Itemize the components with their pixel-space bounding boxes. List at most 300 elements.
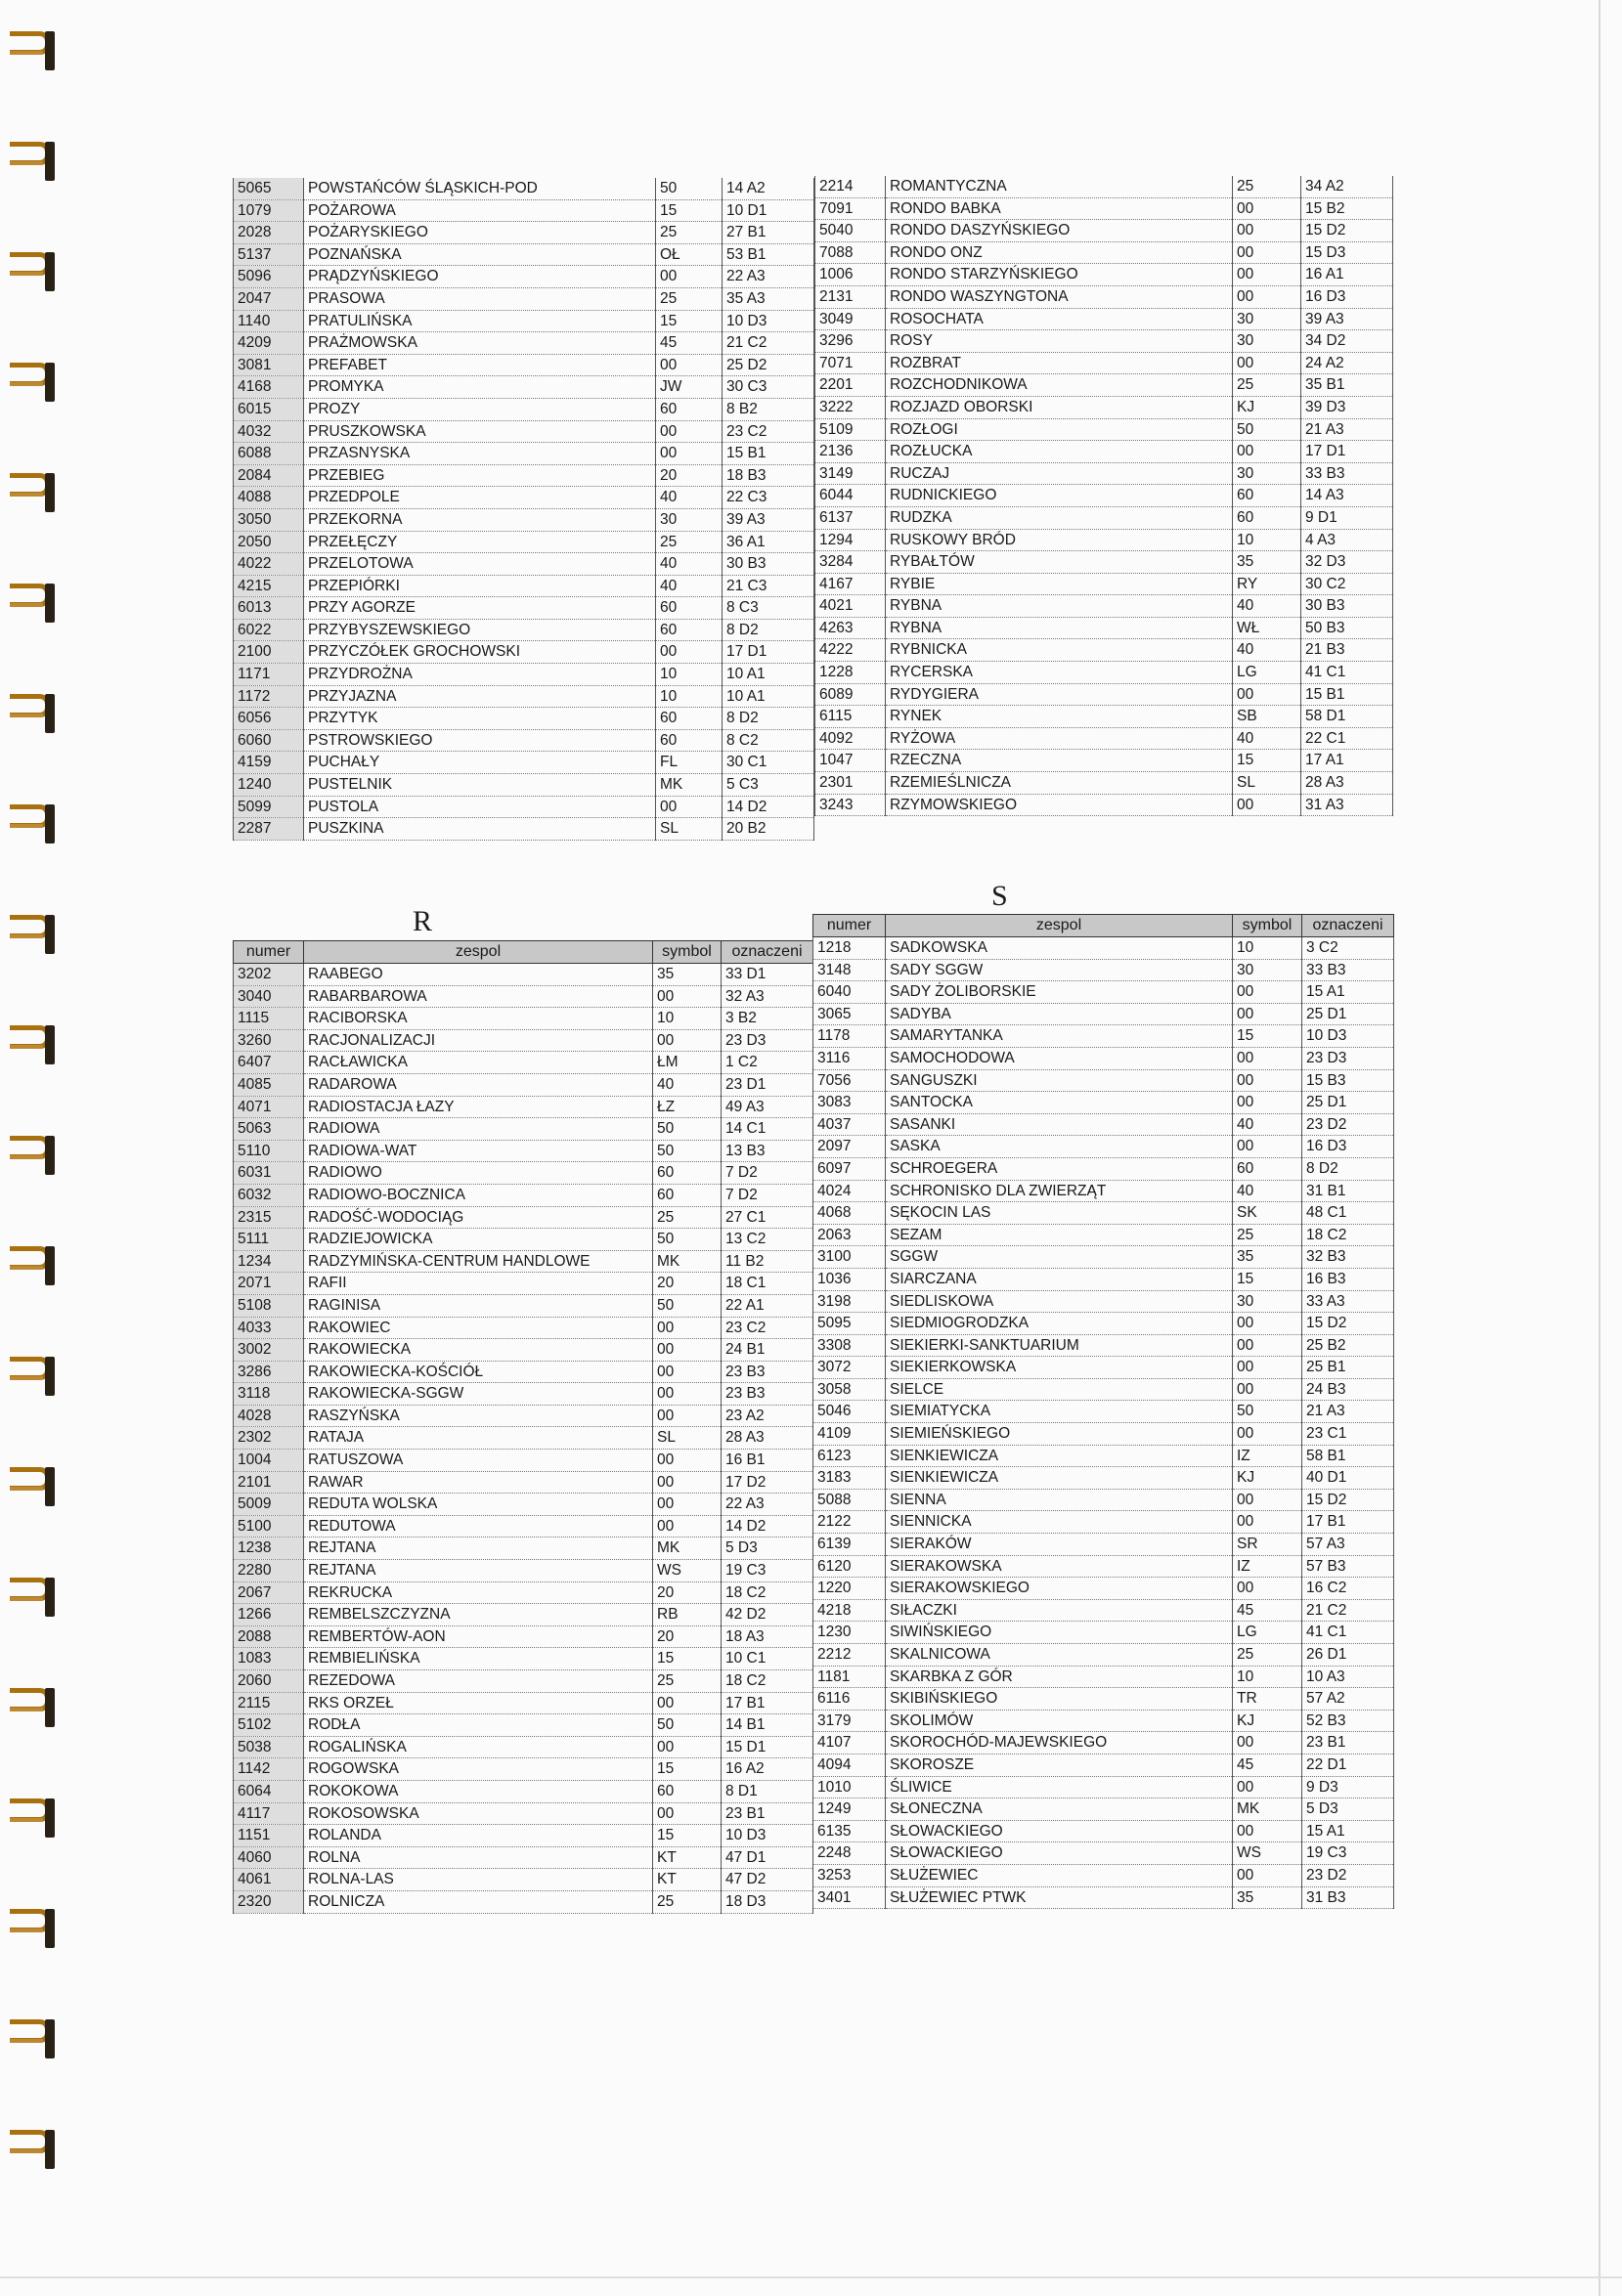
row-symbol: 15	[653, 1758, 722, 1781]
row-grid: 16 B3	[1302, 1268, 1394, 1290]
row-symbol: 00	[653, 1317, 722, 1339]
row-street: SIERAKOWSKIEGO	[886, 1578, 1233, 1600]
row-number: 2071	[234, 1273, 304, 1295]
row-symbol: 00	[656, 796, 723, 818]
table-row	[234, 964, 813, 986]
row-grid: 23 D3	[1302, 1047, 1394, 1069]
binding-ring	[10, 1122, 51, 1175]
row-street: PRZEKORNA	[304, 508, 656, 531]
table-row	[813, 1202, 1394, 1225]
row-number: 7088	[815, 241, 886, 264]
row-number: 5102	[234, 1714, 304, 1737]
row-symbol: LG	[1233, 1622, 1302, 1644]
row-grid: 20 B2	[723, 818, 814, 841]
row-street: SŁUŻEWIEC	[886, 1864, 1233, 1886]
row-street: ROZJAZD OBORSKI	[886, 396, 1233, 418]
row-street: PRZYBYSZEWSKIEGO	[304, 619, 656, 641]
table-row	[815, 662, 1393, 684]
table-row	[815, 573, 1393, 595]
table-row	[234, 1427, 813, 1450]
row-grid: 22 D1	[1302, 1754, 1394, 1776]
row-street: SIERAKOWSKA	[886, 1555, 1233, 1578]
table-row	[815, 220, 1393, 242]
row-symbol: 25	[1233, 1224, 1302, 1246]
table-row	[815, 374, 1393, 397]
row-grid: 16 A1	[1301, 264, 1393, 286]
table-row	[813, 1578, 1394, 1600]
table-row	[813, 1688, 1394, 1711]
row-street: PRAŻMOWSKA	[304, 332, 656, 355]
table-row	[813, 1069, 1394, 1092]
table-row	[234, 1250, 813, 1273]
row-street: RYBIE	[886, 573, 1233, 595]
row-street: SIEMIEŃSKIEGO	[886, 1423, 1233, 1446]
row-grid: 21 C3	[723, 575, 814, 597]
row-number: 5009	[234, 1494, 304, 1516]
row-number: 6120	[813, 1555, 886, 1578]
row-number: 6137	[815, 506, 886, 529]
table-row	[234, 553, 814, 576]
row-number: 2060	[234, 1670, 304, 1693]
row-street: SŁOWACKIEGO	[886, 1842, 1233, 1865]
row-number: 6060	[234, 729, 304, 752]
row-grid: 10 A3	[1302, 1666, 1394, 1688]
row-street: SKARBKA Z GÓR	[886, 1666, 1233, 1688]
row-number: 1115	[234, 1008, 304, 1030]
row-symbol: MK	[653, 1250, 722, 1273]
row-number: 3116	[813, 1047, 886, 1069]
binding-ring	[10, 2116, 51, 2169]
row-street: PRZEPIÓRKI	[304, 575, 656, 597]
row-symbol: 50	[653, 1294, 722, 1317]
row-symbol: SL	[1233, 772, 1301, 795]
row-symbol: 20	[653, 1273, 722, 1295]
row-grid: 8 B2	[723, 398, 814, 420]
row-number: 3253	[813, 1864, 886, 1886]
row-street: SIENKIEWICZA	[886, 1467, 1233, 1490]
row-grid: 22 A3	[723, 266, 814, 288]
table-row	[234, 1714, 813, 1737]
row-street: SASANKI	[886, 1113, 1233, 1136]
table-row	[813, 1290, 1394, 1313]
row-number: 2097	[813, 1136, 886, 1158]
row-street: RADIOWO	[304, 1162, 653, 1185]
row-number: 4060	[234, 1846, 304, 1869]
table-row	[234, 508, 814, 531]
table-row	[234, 1294, 813, 1317]
row-symbol: 50	[653, 1118, 722, 1141]
table-row	[234, 708, 814, 730]
row-street: REKRUCKA	[304, 1581, 653, 1604]
row-street: SANTOCKA	[886, 1092, 1233, 1114]
table-row	[234, 178, 814, 199]
row-grid: 15 A1	[1302, 981, 1394, 1004]
table-row	[234, 1118, 813, 1141]
row-number: 2131	[815, 285, 886, 308]
row-street: SIENNICKA	[886, 1511, 1233, 1534]
row-symbol: 30	[1233, 462, 1301, 485]
row-grid: 21 A3	[1301, 418, 1393, 441]
row-number: 2214	[815, 176, 886, 197]
table-top-left	[233, 178, 814, 841]
row-number: 2302	[234, 1427, 304, 1450]
row-number: 6088	[234, 443, 304, 465]
row-grid: 23 D1	[722, 1073, 813, 1096]
binding-ring	[10, 791, 51, 844]
row-grid: 10 D3	[723, 310, 814, 332]
row-number: 3260	[234, 1029, 304, 1052]
row-number: 4168	[234, 376, 304, 399]
table-row	[813, 1864, 1394, 1886]
row-symbol: ŁZ	[653, 1096, 722, 1118]
row-number: 1181	[813, 1666, 886, 1688]
row-symbol: 60	[1233, 485, 1301, 507]
row-street: ROLANDA	[304, 1825, 653, 1847]
table-row	[234, 664, 814, 686]
row-number: 5095	[813, 1313, 886, 1335]
table-row	[234, 729, 814, 752]
row-symbol: 60	[653, 1162, 722, 1185]
table-row	[234, 222, 814, 244]
row-street: REDUTA WOLSKA	[304, 1494, 653, 1516]
row-symbol: 00	[1233, 197, 1301, 220]
row-grid: 57 A2	[1302, 1688, 1394, 1711]
row-street: POZNAŃSKA	[304, 243, 656, 266]
row-symbol: 50	[1233, 1401, 1302, 1423]
row-number: 2084	[234, 464, 304, 487]
row-street: SKOLIMÓW	[886, 1710, 1233, 1732]
row-number: 3081	[234, 354, 304, 376]
row-street: RAKOWIEC	[304, 1317, 653, 1339]
row-symbol: WŁ	[1233, 617, 1301, 639]
row-symbol: 10	[656, 664, 723, 686]
row-symbol: 45	[1233, 1754, 1302, 1776]
row-symbol: 00	[1233, 1776, 1302, 1798]
row-grid: 23 A2	[722, 1405, 813, 1427]
row-symbol: 00	[653, 1515, 722, 1538]
spiral-binding	[0, 0, 59, 2296]
row-grid: 10 D3	[722, 1825, 813, 1847]
row-number: 3148	[813, 959, 886, 981]
row-symbol: KJ	[1233, 1467, 1302, 1490]
row-symbol: WS	[1233, 1842, 1302, 1865]
row-street: PREFABET	[304, 354, 656, 376]
table-row	[813, 1180, 1394, 1202]
table-row	[815, 285, 1393, 308]
row-street: RONDO ONZ	[886, 241, 1233, 264]
row-grid: 32 D3	[1301, 551, 1393, 574]
table-row	[234, 266, 814, 288]
row-grid: 15 D2	[1301, 220, 1393, 242]
row-symbol: 50	[656, 178, 723, 199]
table-row	[234, 575, 814, 597]
binding-ring	[10, 238, 51, 291]
row-symbol: 00	[656, 443, 723, 465]
row-number: 4037	[813, 1113, 886, 1136]
row-street: SIEDLISKOWA	[886, 1290, 1233, 1313]
row-grid: 8 D2	[723, 619, 814, 641]
row-grid: 9 D3	[1302, 1776, 1394, 1798]
row-number: 5137	[234, 243, 304, 266]
row-grid: 24 B3	[1302, 1378, 1394, 1401]
row-street: SŁUŻEWIEC PTWK	[886, 1886, 1233, 1909]
row-grid: 24 B1	[722, 1339, 813, 1362]
row-symbol: 40	[1233, 1113, 1302, 1136]
row-grid: 23 C2	[722, 1317, 813, 1339]
row-grid: 3 C2	[1302, 937, 1394, 960]
table-row	[813, 1113, 1394, 1136]
row-street: SADY ŻOLIBORSKIE	[886, 981, 1233, 1004]
row-symbol: 00	[1233, 1334, 1302, 1357]
row-grid: 8 D2	[723, 708, 814, 730]
row-symbol: 50	[653, 1140, 722, 1162]
row-grid: 16 D3	[1301, 285, 1393, 308]
row-symbol: 15	[1233, 1025, 1302, 1048]
row-street: SIEMIATYCKA	[886, 1401, 1233, 1423]
row-grid: 10 C1	[722, 1648, 813, 1670]
row-symbol: 00	[656, 641, 723, 664]
table-row	[813, 1445, 1394, 1467]
row-street: SGGW	[886, 1246, 1233, 1269]
row-symbol: 00	[1233, 1489, 1302, 1511]
table-row	[234, 531, 814, 553]
table-top-right	[814, 176, 1393, 816]
row-grid: 34 A2	[1301, 176, 1393, 197]
row-number: 3183	[813, 1467, 886, 1490]
row-number: 3286	[234, 1361, 304, 1383]
row-number: 1220	[813, 1578, 886, 1600]
table-row	[813, 1666, 1394, 1688]
row-symbol: TR	[1233, 1688, 1302, 1711]
row-symbol: 35	[1233, 1246, 1302, 1269]
table-row	[813, 1534, 1394, 1556]
table-row	[234, 464, 814, 487]
table-row	[813, 1157, 1394, 1180]
row-symbol: 40	[1233, 639, 1301, 662]
row-grid: 22 C1	[1301, 727, 1393, 750]
table-row	[813, 1732, 1394, 1754]
row-street: RYDYGIERA	[886, 683, 1233, 706]
table-row	[234, 1692, 813, 1714]
row-symbol: 25	[653, 1206, 722, 1229]
row-street: RZECZNA	[886, 750, 1233, 772]
row-number: 4032	[234, 420, 304, 443]
row-grid: 31 B3	[1302, 1886, 1394, 1909]
table-row	[234, 1736, 813, 1758]
row-street: ROGOWSKA	[304, 1758, 653, 1781]
row-symbol: 00	[1233, 794, 1301, 816]
row-street: RONDO STARZYŃSKIEGO	[886, 264, 1233, 286]
row-symbol: 60	[653, 1184, 722, 1206]
row-grid: 49 A3	[722, 1096, 813, 1118]
row-symbol: 15	[1233, 1268, 1302, 1290]
row-street: ROZCHODNIKOWA	[886, 374, 1233, 397]
table-row	[234, 1604, 813, 1626]
row-number: 5040	[815, 220, 886, 242]
row-street: REDUTOWA	[304, 1515, 653, 1538]
row-number: 6115	[815, 706, 886, 728]
row-street: ROGALIŃSKA	[304, 1736, 653, 1758]
row-number: 4021	[815, 595, 886, 618]
row-street: ROSOCHATA	[886, 308, 1233, 330]
row-number: 1006	[815, 264, 886, 286]
table-section-r	[233, 940, 813, 1914]
table-row	[815, 727, 1393, 750]
row-number: 5108	[234, 1294, 304, 1317]
row-number: 7071	[815, 352, 886, 374]
row-number: 3284	[815, 551, 886, 574]
row-number: 4024	[813, 1180, 886, 1202]
row-symbol: 00	[656, 266, 723, 288]
table-row	[813, 937, 1394, 960]
row-street: SAMARYTANKA	[886, 1025, 1233, 1048]
table-row	[813, 1313, 1394, 1335]
row-number: 3040	[234, 985, 304, 1008]
binding-ring	[10, 349, 51, 402]
row-symbol: 30	[656, 508, 723, 531]
row-symbol: 30	[1233, 308, 1301, 330]
row-symbol: 00	[1233, 352, 1301, 374]
row-grid: 32 A3	[722, 985, 813, 1008]
row-symbol: 35	[1233, 1886, 1302, 1909]
table-row	[813, 1489, 1394, 1511]
row-street: RAKOWIECKA	[304, 1339, 653, 1362]
row-symbol: 40	[656, 487, 723, 509]
row-grid: 30 C2	[1301, 573, 1393, 595]
row-number: 2315	[234, 1206, 304, 1229]
row-street: SKIBIŃSKIEGO	[886, 1688, 1233, 1711]
row-number: 2028	[234, 222, 304, 244]
table-row	[234, 818, 814, 841]
row-grid: 41 C1	[1301, 662, 1393, 684]
row-number: 3149	[815, 462, 886, 485]
row-grid: 21 C2	[723, 332, 814, 355]
header-oznaczenie: oznaczeni	[722, 941, 813, 964]
row-symbol: 45	[656, 332, 723, 355]
row-symbol: 25	[656, 531, 723, 553]
row-symbol: 15	[653, 1825, 722, 1847]
row-symbol: 10	[653, 1008, 722, 1030]
row-symbol: 00	[653, 985, 722, 1008]
row-street: REMBERTÓW-AON	[304, 1625, 653, 1648]
row-grid: 33 B3	[1301, 462, 1393, 485]
table-row	[815, 462, 1393, 485]
row-number: 5111	[234, 1229, 304, 1251]
row-street: SŁONECZNA	[886, 1798, 1233, 1821]
table-row	[234, 1140, 813, 1162]
row-grid: 14 A3	[1301, 485, 1393, 507]
row-street: RADIOSTACJA ŁAZY	[304, 1096, 653, 1118]
header-symbol: symbol	[653, 941, 722, 964]
row-street: PRZY AGORZE	[304, 597, 656, 620]
row-grid: 15 D3	[1301, 241, 1393, 264]
row-street: RASZYŃSKA	[304, 1405, 653, 1427]
table-row	[813, 1842, 1394, 1865]
table-row	[815, 750, 1393, 772]
row-grid: 25 D1	[1302, 1003, 1394, 1025]
table-row	[234, 1361, 813, 1383]
row-symbol: 00	[653, 1450, 722, 1472]
row-street: PRZYTYK	[304, 708, 656, 730]
row-symbol: 35	[1233, 551, 1301, 574]
row-street: PRZEŁĘCZY	[304, 531, 656, 553]
row-symbol: 25	[656, 222, 723, 244]
row-number: 4068	[813, 1202, 886, 1225]
row-grid: 33 B3	[1302, 959, 1394, 981]
row-number: 1083	[234, 1648, 304, 1670]
table-row	[815, 794, 1393, 816]
row-street: SKOROCHÓD-MAJEWSKIEGO	[886, 1732, 1233, 1754]
row-grid: 16 D3	[1302, 1136, 1394, 1158]
row-street: RZYMOWSKIEGO	[886, 794, 1233, 816]
row-number: 6040	[813, 981, 886, 1004]
row-grid: 14 D2	[723, 796, 814, 818]
row-number: 3118	[234, 1383, 304, 1406]
row-symbol: 15	[656, 310, 723, 332]
row-street: SIELCE	[886, 1378, 1233, 1401]
row-symbol: WS	[653, 1560, 722, 1582]
row-number: 1079	[234, 199, 304, 222]
table-row	[815, 485, 1393, 507]
row-number: 7091	[815, 197, 886, 220]
row-street: PRZEDPOLE	[304, 487, 656, 509]
table-row	[815, 176, 1393, 197]
row-street: SŁOWACKIEGO	[886, 1820, 1233, 1842]
row-street: PRĄDZYŃSKIEGO	[304, 266, 656, 288]
table-row	[813, 1754, 1394, 1776]
row-number: 6015	[234, 398, 304, 420]
row-grid: 23 B1	[722, 1802, 813, 1825]
row-symbol: MK	[653, 1538, 722, 1560]
row-grid: 23 D2	[1302, 1113, 1394, 1136]
row-symbol: 10	[1233, 529, 1301, 551]
row-grid: 10 A1	[723, 685, 814, 708]
table-row	[234, 1317, 813, 1339]
table-row	[234, 1206, 813, 1229]
table-row	[815, 264, 1393, 286]
header-symbol: symbol	[1233, 915, 1302, 937]
row-symbol: FL	[656, 752, 723, 774]
binding-ring	[10, 128, 51, 181]
row-symbol: KT	[653, 1869, 722, 1891]
row-grid: 35 A3	[723, 287, 814, 310]
header-zespol: zespol	[304, 941, 653, 964]
row-number: 3100	[813, 1246, 886, 1269]
row-symbol: 50	[653, 1714, 722, 1737]
row-grid: 15 D2	[1302, 1313, 1394, 1335]
row-street: RADIOWO-BOCZNICA	[304, 1184, 653, 1206]
row-grid: 8 D1	[722, 1780, 813, 1802]
row-number: 3050	[234, 508, 304, 531]
row-number: 7056	[813, 1069, 886, 1092]
table-row	[234, 443, 814, 465]
row-symbol: SB	[1233, 706, 1301, 728]
row-symbol: 40	[653, 1073, 722, 1096]
table-row	[813, 1246, 1394, 1269]
row-grid: 10 D1	[723, 199, 814, 222]
row-number: 4033	[234, 1317, 304, 1339]
row-grid: 18 A3	[722, 1625, 813, 1648]
row-symbol: 25	[1233, 176, 1301, 197]
row-number: 6139	[813, 1534, 886, 1556]
table-row	[815, 441, 1393, 463]
row-street: RATUSZOWA	[304, 1450, 653, 1472]
row-street: POWSTAŃCÓW ŚLĄSKICH-POD	[304, 178, 656, 199]
table-row	[813, 1710, 1394, 1732]
row-grid: 23 C1	[1302, 1423, 1394, 1446]
row-symbol: 00	[653, 1361, 722, 1383]
table-row	[813, 1378, 1394, 1401]
